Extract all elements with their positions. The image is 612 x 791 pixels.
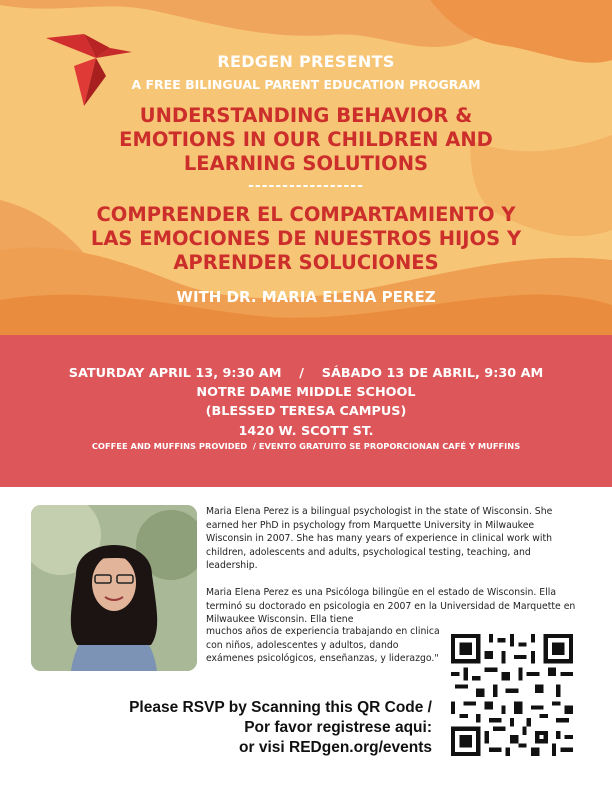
presenter-name: WITH DR. MARIA ELENA PEREZ xyxy=(176,288,436,306)
spanish-title xyxy=(0,203,612,275)
header-banner xyxy=(0,0,612,335)
title-divider: ----------------- xyxy=(248,178,364,194)
english-title xyxy=(0,104,612,176)
event-address: 1420 W. SCOTT ST. xyxy=(238,424,374,439)
spanish-title-line: COMPRENDER EL COMPARTAMIENTO Y xyxy=(96,203,516,226)
event-details-band xyxy=(0,335,612,487)
english-title-line: LEARNING SOLUTIONS xyxy=(183,152,429,175)
english-title-line: EMOTIONS IN OUR CHILDREN AND xyxy=(119,128,493,151)
event-venue: NOTRE DAME MIDDLE SCHOOL xyxy=(196,385,416,400)
presenter-photo xyxy=(31,505,197,671)
bio-english: Maria Elena Perez is a bilingual psychologist in the state of Wisconsin. She earned her PhD in psychology from Marquette University in Milwaukee Wisconsin in 2007. She has many years of experience in clinical work with children, adolescents and adults, psychological testing, teaching, and leadership. xyxy=(206,506,553,571)
rsvp-line[interactable]: or visi REDgen.org/events xyxy=(239,739,432,756)
program-subtitle: A FREE BILINGUAL PARENT EDUCATION PROGRAM xyxy=(131,77,481,92)
bio-spanish-continued: muchos años de experiencia trabajando en clinica con niños, adolescentes y adultos, dando exámenes psicológicos, enseñanzas, y liderazgo." xyxy=(206,626,440,664)
event-campus: (BLESSED TERESA CAMPUS) xyxy=(205,404,407,419)
english-title-line: UNDERSTANDING BEHAVIOR & xyxy=(139,104,473,127)
event-datetime: SATURDAY APRIL 13, 9:30 AM / SÁBADO 13 DE ABRIL, 9:30 AM xyxy=(68,366,544,381)
rsvp-line: Por favor registrese aqui: xyxy=(244,719,432,736)
qr-code-icon[interactable] xyxy=(451,634,573,756)
presenter-kicker: REDGEN PRESENTS xyxy=(217,52,395,71)
rsvp-line: Please RSVP by Scanning this QR Code / xyxy=(129,699,432,716)
bio-spanish: Maria Elena Perez es una Psicóloga bilingüe en el estado de Wisconsin. Ella terminó su doctorado en psicologia en 2007 en la Universidad de Marquette en Milwaukee Wisconsin. Ella tiene xyxy=(206,587,576,625)
event-note: COFFEE AND MUFFINS PROVIDED / EVENTO GRATUITO SE PROPORCIONAN CAFÉ Y MUFFINS xyxy=(91,441,521,451)
spanish-title-line: LAS EMOCIONES DE NUESTROS HIJOS Y xyxy=(90,227,522,250)
spanish-title-line: APRENDER SOLUCIONES xyxy=(173,251,439,274)
rsvp-callout xyxy=(52,698,432,758)
